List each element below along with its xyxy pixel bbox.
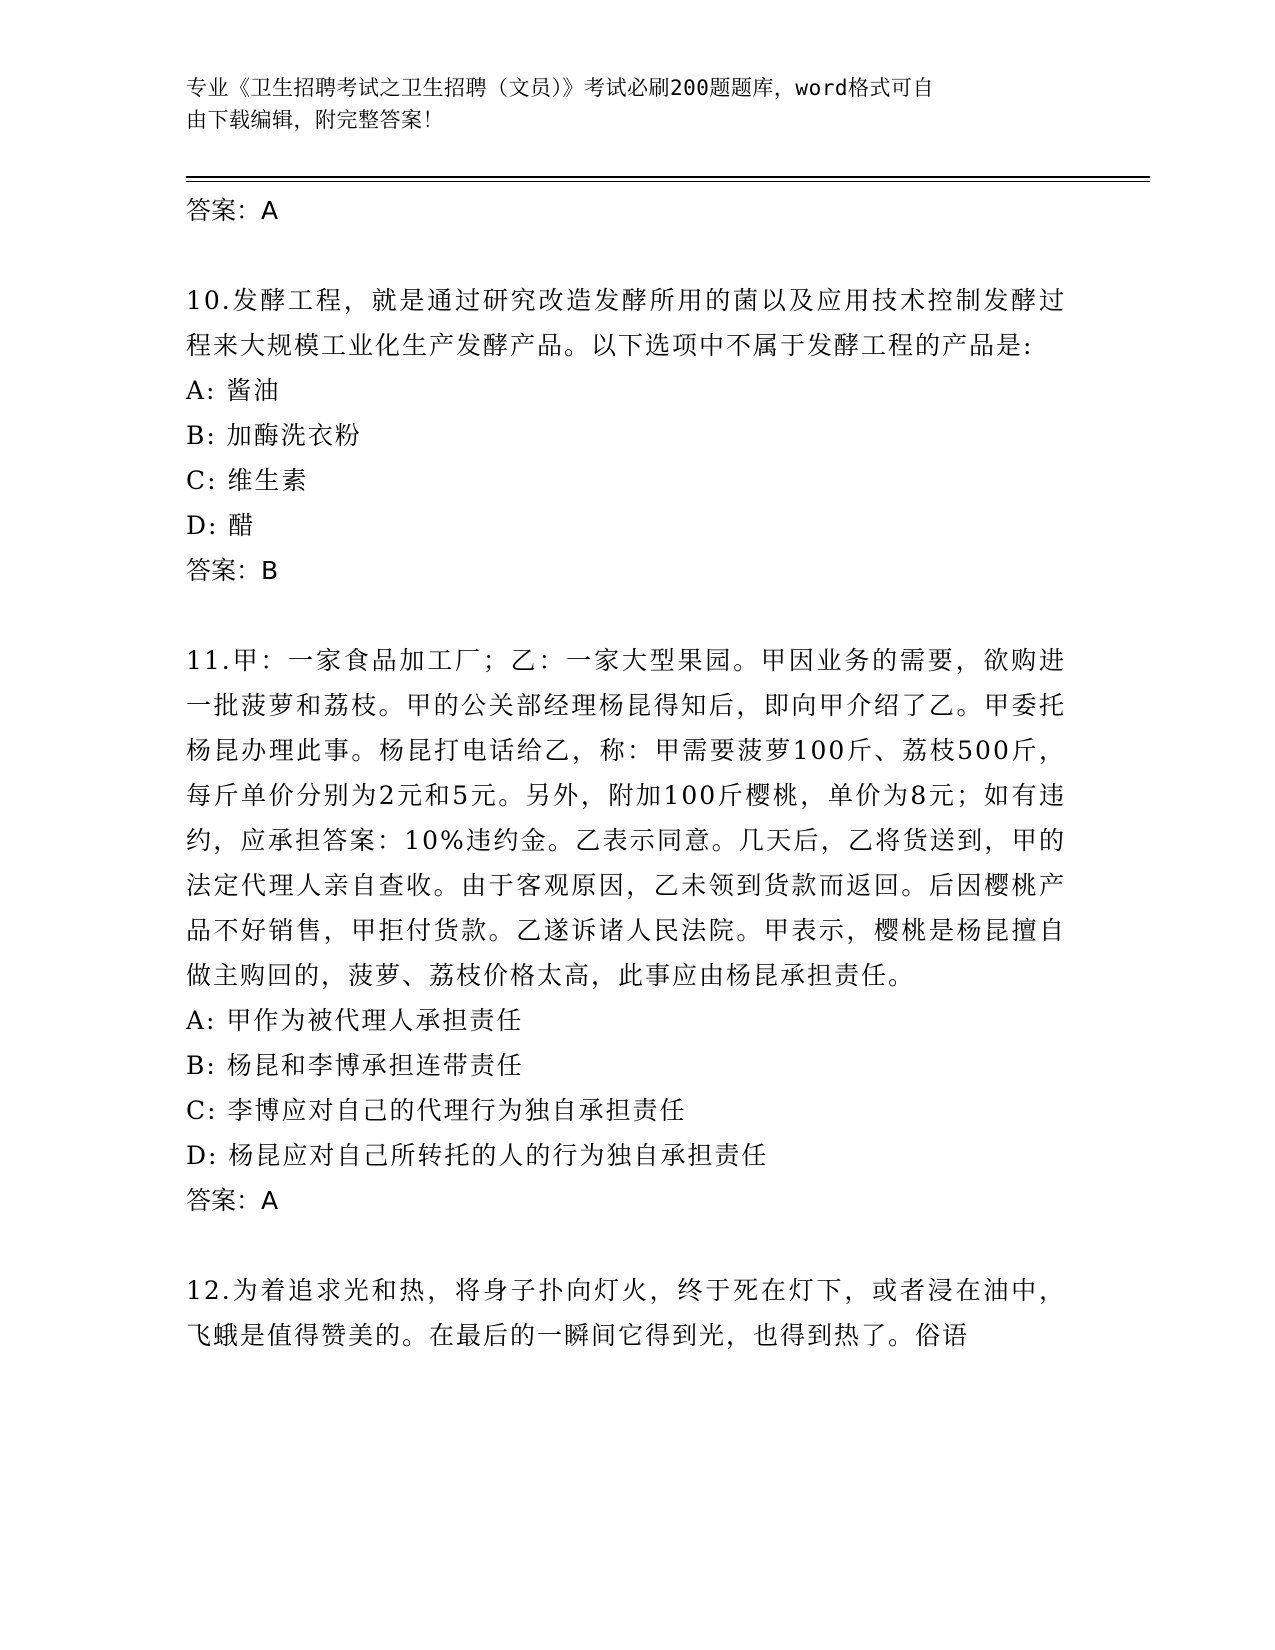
header-line-2: 由下载编辑，附完整答案！ [186, 108, 444, 132]
question-11-option-c: C: 李博应对自己的代理行为独自承担责任 [186, 1096, 687, 1125]
question-11 [186, 638, 1066, 1224]
question-10-answer: 答案：B [186, 556, 279, 585]
question-11-option-d: D: 杨昆应对自己所转托的人的行为独自承担责任 [186, 1141, 769, 1170]
question-11-answer: 答案：A [186, 1186, 279, 1215]
header-divider-thick [186, 176, 1150, 178]
previous-answer: 答案：A [186, 196, 279, 225]
spacer [186, 234, 1066, 278]
question-12-stem: 12.为着追求光和热，将身子扑向灯火，终于死在灯下，或者浸在油中，飞蛾是值得赞美的。在最后的一瞬间它得到光，也得到热了。俗语 [186, 1276, 1066, 1350]
question-10-option-a: A: 酱油 [186, 376, 281, 405]
spacer [186, 1224, 1066, 1268]
question-11-option-b: B: 杨昆和李博承担连带责任 [186, 1051, 524, 1080]
question-10-option-d: D: 醋 [186, 511, 256, 540]
header-divider-thin [186, 181, 1150, 182]
question-10-option-c: C: 维生素 [186, 466, 309, 495]
document-header [186, 72, 1066, 136]
question-11-stem: 11.甲：一家食品加工厂；乙：一家大型果园。甲因业务的需要，欲购进一批菠萝和荔枝。甲的公关部经理杨昆得知后，即向甲介绍了乙。甲委托杨昆办理此事。杨昆打电话给乙，称：甲需要菠萝100斤、荔枝500斤，每斤单价分别为2元和5元。另外，附加100斤樱桃，单价为8元；如有违约，应承担答案：10%违约金。乙表示同意。几天后，乙将货送到，甲的法定代理人亲自查收。由于客观原因，乙未领到货款而返回。后因樱桃产品不好销售，甲拒付货款。乙遂诉诸人民法院。甲表示，樱桃是杨昆擅自做主购回的，菠萝、荔枝价格太高，此事应由杨昆承担责任。 [186, 646, 1066, 990]
question-12 [186, 1268, 1066, 1358]
spacer [186, 594, 1066, 638]
question-10 [186, 278, 1066, 594]
document-body [186, 188, 1066, 1358]
header-line-1: 专业《卫生招聘考试之卫生招聘（文员）》考试必刷200题题库，word格式可自 [186, 76, 934, 100]
question-11-option-a: A: 甲作为被代理人承担责任 [186, 1006, 524, 1035]
question-10-option-b: B: 加酶洗衣粉 [186, 421, 362, 450]
question-10-stem: 10.发酵工程，就是通过研究改造发酵所用的菌以及应用技术控制发酵过程来大规模工业化生产发酵产品。以下选项中不属于发酵工程的产品是: [186, 286, 1066, 360]
